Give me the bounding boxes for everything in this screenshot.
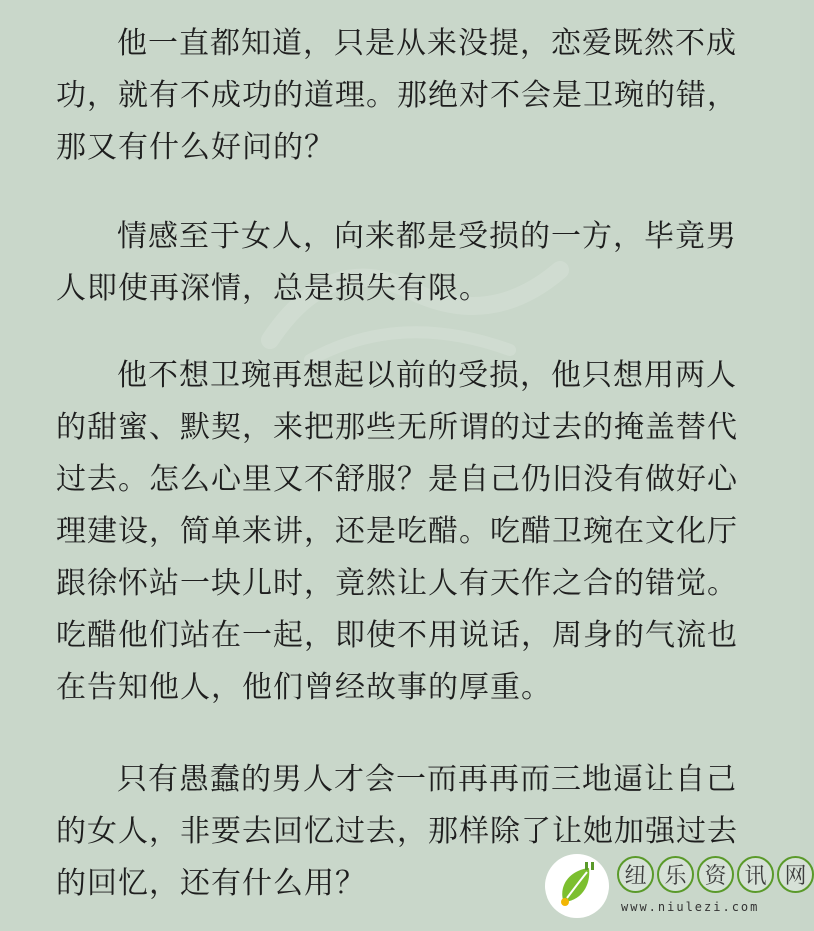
paragraph-2: [56, 211, 756, 315]
text-line: 过去。怎么心里又不舒服？是自己仍旧没有做好心: [56, 462, 738, 497]
logo-char: 讯: [737, 856, 774, 893]
leaf-plug-icon: [545, 854, 609, 918]
site-watermark-logo: [545, 842, 807, 926]
text-line: 在告知他人，他们曾经故事的厚重。: [56, 670, 552, 705]
text-line: 的女人，非要去回忆过去，那样除了让她加强过去: [56, 814, 738, 849]
text-line: 的回忆，还有什么用？: [56, 866, 366, 901]
text-line: 只有愚蠢的男人才会一而再再而三地逼让自己: [117, 762, 737, 797]
text-line: 那又有什么好问的？: [56, 130, 335, 165]
text-line: 的甜蜜、默契，来把那些无所谓的过去的掩盖替代: [56, 410, 738, 445]
text-line: 情感至于女人，向来都是受损的一方，毕竟男: [117, 219, 737, 254]
logo-url: www.niulezi.com: [621, 900, 760, 914]
text-line: 吃醋他们站在一起，即使不用说话，周身的气流也: [56, 618, 738, 653]
logo-text: [617, 856, 814, 893]
text-line: 他不想卫琬再想起以前的受损，他只想用两人: [117, 358, 737, 393]
logo-char: 乐: [657, 856, 694, 893]
logo-char: 资: [697, 856, 734, 893]
logo-char: 网: [777, 856, 814, 893]
text-line: 人即使再深情，总是损失有限。: [56, 271, 490, 306]
text-line: 跟徐怀站一块儿时，竟然让人有天作之合的错觉。: [56, 566, 738, 601]
text-line: 理建设，简单来讲，还是吃醋。吃醋卫琬在文化厅: [56, 514, 738, 549]
logo-char: 纽: [617, 856, 654, 893]
paragraph-3: [56, 350, 756, 714]
text-line: 功，就有不成功的道理。那绝对不会是卫琬的错，: [56, 78, 738, 113]
text-line: 他一直都知道，只是从来没提，恋爱既然不成: [117, 26, 737, 61]
paragraph-1: [56, 18, 756, 174]
